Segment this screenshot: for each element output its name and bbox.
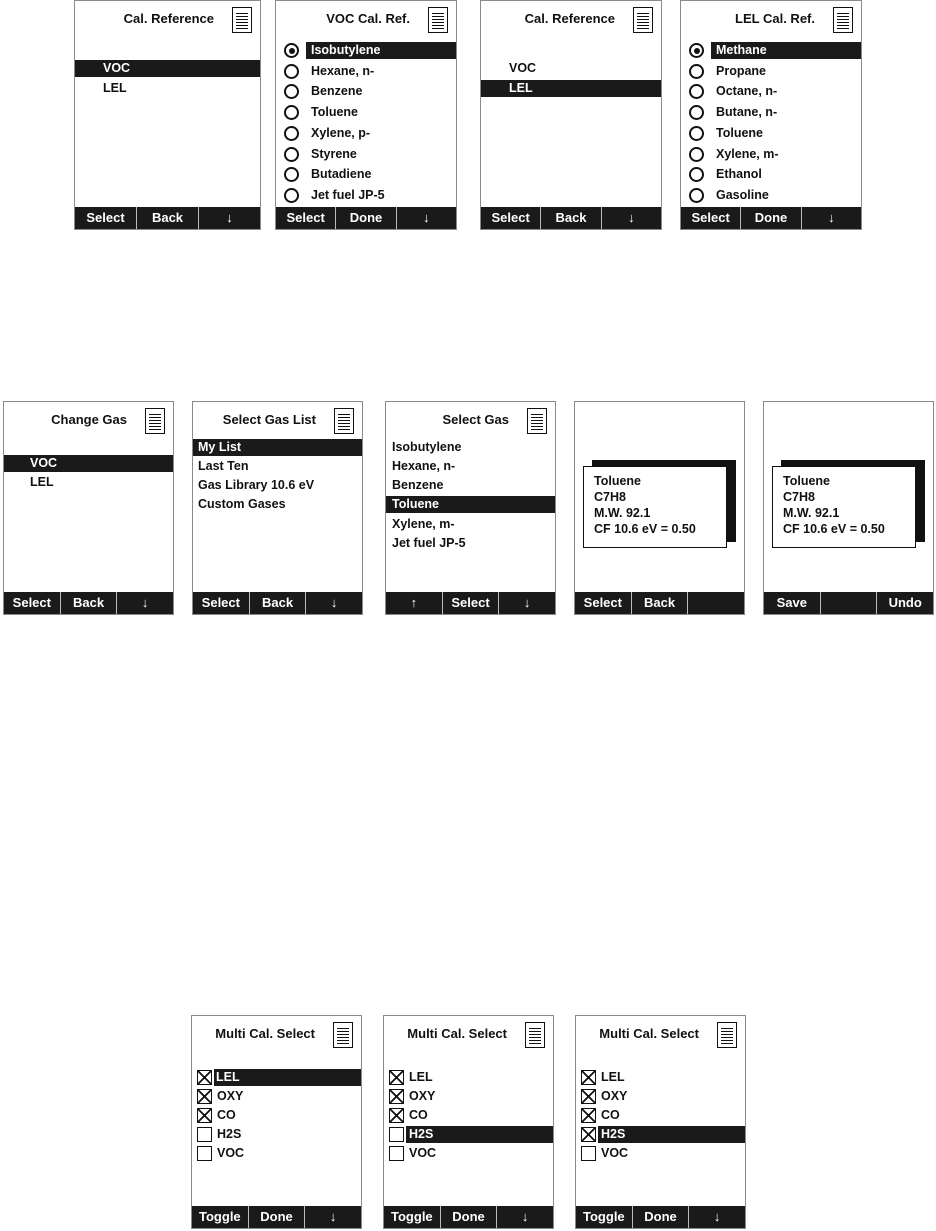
- gas-molecular-weight: M.W. 92.1: [594, 506, 651, 520]
- gas-formula: C7H8: [594, 490, 626, 504]
- radio-empty-icon: [689, 84, 704, 99]
- select-button[interactable]: Select: [575, 592, 632, 614]
- checkbox-item-oxy[interactable]: OXY: [192, 1088, 361, 1105]
- radio-item-styrene[interactable]: Styrene: [276, 146, 456, 163]
- checkbox-checked-icon: [197, 1089, 212, 1104]
- up-arrow-button[interactable]: ↑: [386, 592, 443, 614]
- down-arrow-button[interactable]: ↓: [521, 1209, 529, 1224]
- radio-empty-icon: [689, 147, 704, 162]
- checkbox-checked-icon: [389, 1108, 404, 1123]
- softkey-bar: [4, 592, 173, 614]
- screen-title: LEL Cal. Ref.: [735, 11, 815, 26]
- radio-empty-icon: [689, 188, 704, 203]
- list-item-lel[interactable]: LEL: [481, 80, 661, 97]
- radio-empty-icon: [689, 64, 704, 79]
- list-item-jet-fuel[interactable]: Jet fuel JP-5: [392, 536, 466, 550]
- gas-formula: C7H8: [783, 490, 815, 504]
- radio-item-octane[interactable]: Octane, n-: [681, 83, 861, 100]
- radio-item-methane[interactable]: Methane: [711, 42, 861, 59]
- done-button[interactable]: Done: [336, 207, 396, 229]
- checkbox-item-voc[interactable]: VOC: [576, 1145, 745, 1162]
- select-button[interactable]: Select: [193, 592, 250, 614]
- screen-cal-reference-voc: [74, 0, 261, 230]
- down-arrow-button[interactable]: ↓: [713, 1209, 721, 1224]
- menu-list-icon[interactable]: [333, 1022, 353, 1048]
- back-button[interactable]: Back: [61, 592, 118, 614]
- radio-item-jet-fuel[interactable]: Jet fuel JP-5: [276, 187, 456, 204]
- radio-empty-icon: [284, 167, 299, 182]
- screen-cal-reference-lel: [480, 0, 662, 230]
- toggle-button[interactable]: Toggle: [576, 1206, 633, 1228]
- checkbox-checked-icon: [197, 1070, 212, 1085]
- back-button[interactable]: Back: [250, 592, 307, 614]
- radio-item-hexane[interactable]: Hexane, n-: [276, 63, 456, 80]
- blank-softkey[interactable]: [688, 592, 744, 614]
- list-item-voc[interactable]: VOC: [509, 61, 537, 75]
- checkbox-empty-icon: [389, 1146, 404, 1161]
- screen-title: Change Gas: [51, 412, 127, 427]
- gas-correction-factor: CF 10.6 eV = 0.50: [783, 522, 885, 536]
- menu-list-icon[interactable]: [334, 408, 354, 434]
- softkey-bar: [681, 207, 861, 229]
- list-item-custom-gases[interactable]: Custom Gases: [198, 497, 286, 511]
- list-item-voc[interactable]: VOC: [75, 60, 260, 77]
- list-item-lel[interactable]: LEL: [103, 81, 127, 95]
- radio-checked-icon: [284, 43, 299, 58]
- screen-multi-cal-select-h2s-on: [575, 1015, 746, 1229]
- blank-softkey[interactable]: [821, 592, 878, 614]
- radio-empty-icon: [284, 188, 299, 203]
- radio-empty-icon: [689, 105, 704, 120]
- radio-empty-icon: [284, 105, 299, 120]
- softkey-bar: [193, 592, 362, 614]
- checkbox-checked-icon: [581, 1089, 596, 1104]
- down-arrow-button[interactable]: ↓: [141, 595, 149, 610]
- radio-empty-icon: [284, 147, 299, 162]
- radio-item-benzene[interactable]: Benzene: [276, 83, 456, 100]
- screen-lel-cal-ref: [680, 0, 862, 230]
- done-button[interactable]: Done: [741, 207, 801, 229]
- softkey-bar: [75, 207, 260, 229]
- menu-list-icon[interactable]: [717, 1022, 737, 1048]
- radio-checked-icon: [689, 43, 704, 58]
- softkey-bar: [481, 207, 661, 229]
- checkbox-item-oxy[interactable]: OXY: [384, 1088, 553, 1105]
- checkbox-checked-icon: [581, 1108, 596, 1123]
- radio-empty-icon: [284, 84, 299, 99]
- menu-list-icon[interactable]: [833, 7, 853, 33]
- select-button[interactable]: Select: [4, 592, 61, 614]
- menu-list-icon[interactable]: [232, 7, 252, 33]
- down-arrow-button[interactable]: ↓: [828, 210, 835, 225]
- screen-title: Multi Cal. Select: [407, 1026, 507, 1041]
- down-arrow-button[interactable]: ↓: [628, 210, 635, 225]
- menu-list-icon[interactable]: [428, 7, 448, 33]
- checkbox-empty-icon: [581, 1146, 596, 1161]
- screen-title: Cal. Reference: [524, 11, 615, 26]
- radio-empty-icon: [689, 167, 704, 182]
- select-button[interactable]: Select: [481, 207, 541, 229]
- softkey-bar: [764, 592, 933, 614]
- menu-list-icon[interactable]: [633, 7, 653, 33]
- checkbox-checked-icon: [581, 1070, 596, 1085]
- checkbox-item-voc[interactable]: VOC: [384, 1145, 553, 1162]
- checkbox-checked-icon: [389, 1089, 404, 1104]
- radio-item-gasoline[interactable]: Gasoline: [681, 187, 861, 204]
- gas-correction-factor: CF 10.6 eV = 0.50: [594, 522, 696, 536]
- softkey-bar: [386, 592, 555, 614]
- down-arrow-button[interactable]: ↓: [423, 210, 430, 225]
- list-item-isobutylene[interactable]: Isobutylene: [392, 440, 462, 454]
- softkey-bar: [384, 1206, 553, 1228]
- list-item-gas-library[interactable]: Gas Library 10.6 eV: [198, 478, 315, 492]
- screen-change-gas: [3, 401, 174, 615]
- checkbox-checked-icon: [389, 1070, 404, 1085]
- screen-title: Multi Cal. Select: [599, 1026, 699, 1041]
- list-item-last-ten[interactable]: Last Ten: [198, 459, 249, 473]
- select-button[interactable]: Select: [443, 592, 500, 614]
- done-button[interactable]: Done: [441, 1206, 498, 1228]
- screen-voc-cal-ref: [275, 0, 457, 230]
- list-item-voc[interactable]: VOC: [4, 455, 173, 472]
- gas-info-box: [772, 466, 916, 548]
- radio-empty-icon: [689, 126, 704, 141]
- checkbox-item-h2s[interactable]: H2S: [406, 1126, 553, 1143]
- down-arrow-button[interactable]: ↓: [226, 210, 233, 225]
- screen-title: VOC Cal. Ref.: [326, 11, 410, 26]
- gas-molecular-weight: M.W. 92.1: [783, 506, 840, 520]
- checkbox-item-lel[interactable]: LEL: [214, 1069, 361, 1086]
- radio-item-xylene-m[interactable]: Xylene, m-: [681, 146, 861, 163]
- radio-item-xylene-p[interactable]: Xylene, p-: [276, 125, 456, 142]
- screen-select-gas-list: [192, 401, 363, 615]
- list-item-my-list[interactable]: My List: [193, 439, 362, 456]
- radio-item-isobutylene[interactable]: Isobutylene: [306, 42, 456, 59]
- toggle-button[interactable]: Toggle: [384, 1206, 441, 1228]
- checkbox-empty-icon: [197, 1146, 212, 1161]
- done-button[interactable]: Done: [249, 1206, 306, 1228]
- radio-item-toluene[interactable]: Toluene: [681, 125, 861, 142]
- undo-button[interactable]: Undo: [888, 595, 922, 610]
- done-button[interactable]: Done: [633, 1206, 690, 1228]
- menu-list-icon[interactable]: [525, 1022, 545, 1048]
- screen-title: Select Gas: [442, 412, 509, 427]
- back-button[interactable]: Back: [632, 592, 689, 614]
- softkey-bar: [276, 207, 456, 229]
- toggle-button[interactable]: Toggle: [192, 1206, 249, 1228]
- list-item-toluene[interactable]: Toluene: [386, 496, 555, 513]
- screen-title: Cal. Reference: [123, 11, 214, 26]
- radio-item-butane[interactable]: Butane, n-: [681, 104, 861, 121]
- down-arrow-button[interactable]: ↓: [523, 595, 531, 610]
- softkey-bar: [576, 1206, 745, 1228]
- checkbox-item-co[interactable]: CO: [576, 1107, 745, 1124]
- checkbox-empty-icon: [389, 1127, 404, 1142]
- checkbox-item-lel[interactable]: LEL: [384, 1069, 553, 1086]
- radio-item-butadiene[interactable]: Butadiene: [276, 166, 456, 183]
- down-arrow-button[interactable]: ↓: [330, 595, 338, 610]
- checkbox-item-voc[interactable]: VOC: [192, 1145, 361, 1162]
- screen-multi-cal-select-lel: [191, 1015, 362, 1229]
- screen-gas-info-save: [763, 401, 934, 615]
- list-item-xylene-m[interactable]: Xylene, m-: [392, 517, 455, 531]
- softkey-bar: [192, 1206, 361, 1228]
- screen-gas-info-select: [574, 401, 745, 615]
- checkbox-empty-icon: [197, 1127, 212, 1142]
- checkbox-checked-icon: [197, 1108, 212, 1123]
- screen-title: Select Gas List: [222, 412, 316, 427]
- gas-name: Toluene: [594, 474, 641, 488]
- softkey-bar: [575, 592, 744, 614]
- select-button[interactable]: Select: [75, 207, 137, 229]
- save-button[interactable]: Save: [764, 592, 821, 614]
- down-arrow-button[interactable]: ↓: [329, 1209, 337, 1224]
- back-button[interactable]: Back: [541, 207, 601, 229]
- screen-title: Multi Cal. Select: [215, 1026, 315, 1041]
- back-button[interactable]: Back: [137, 207, 199, 229]
- radio-item-propane[interactable]: Propane: [681, 63, 861, 80]
- checkbox-item-co[interactable]: CO: [384, 1107, 553, 1124]
- list-item-benzene[interactable]: Benzene: [392, 478, 444, 492]
- gas-name: Toluene: [783, 474, 830, 488]
- radio-empty-icon: [284, 64, 299, 79]
- radio-empty-icon: [284, 126, 299, 141]
- select-button[interactable]: Select: [681, 207, 741, 229]
- screen-multi-cal-select-h2s-off: [383, 1015, 554, 1229]
- select-button[interactable]: Select: [276, 207, 336, 229]
- menu-list-icon[interactable]: [145, 408, 165, 434]
- screen-select-gas: [385, 401, 556, 615]
- checkbox-item-h2s[interactable]: H2S: [598, 1126, 745, 1143]
- checkbox-item-h2s[interactable]: H2S: [192, 1126, 361, 1143]
- checkbox-item-co[interactable]: CO: [192, 1107, 361, 1124]
- list-item-lel[interactable]: LEL: [30, 475, 54, 489]
- checkbox-checked-icon: [581, 1127, 596, 1142]
- radio-item-ethanol[interactable]: Ethanol: [681, 166, 861, 183]
- radio-item-toluene[interactable]: Toluene: [276, 104, 456, 121]
- checkbox-item-lel[interactable]: LEL: [576, 1069, 745, 1086]
- gas-info-box: [583, 466, 727, 548]
- menu-list-icon[interactable]: [527, 408, 547, 434]
- list-item-hexane[interactable]: Hexane, n-: [392, 459, 456, 473]
- checkbox-item-oxy[interactable]: OXY: [576, 1088, 745, 1105]
